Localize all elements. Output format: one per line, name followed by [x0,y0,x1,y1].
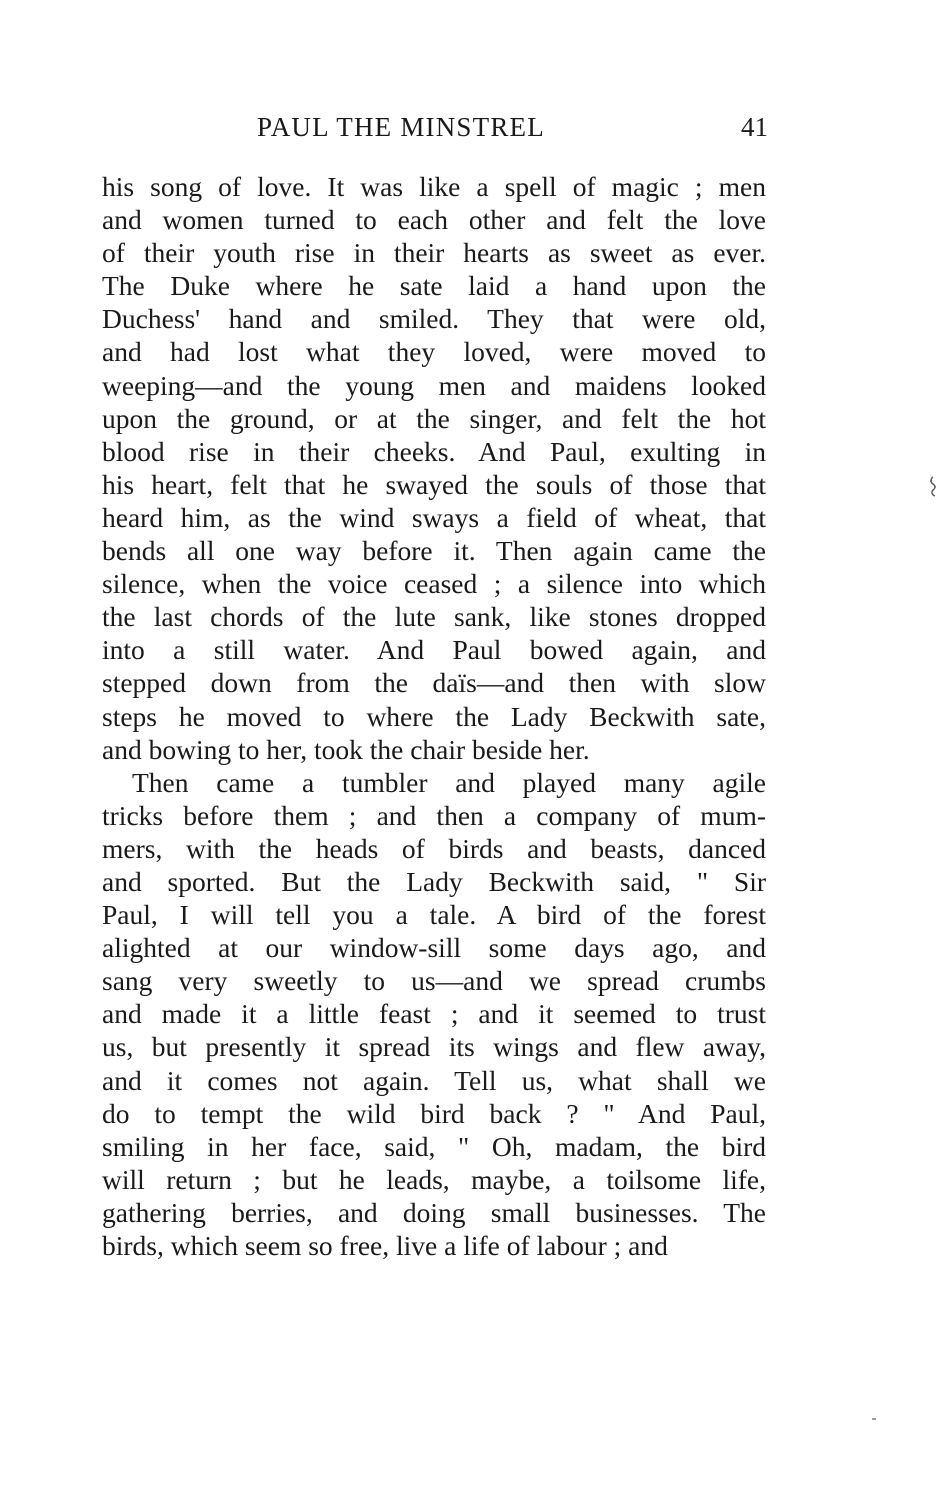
text-line: blood rise in their cheeks. And Paul, exulting in [102,435,766,467]
text-line: silence, when the voice ceased ; a silence into which [102,568,766,600]
text-line: weeping—and the young men and maidens looked [102,369,766,401]
text-line: alighted at our window-sill some days ago, and [102,932,766,964]
text-line: gathering berries, and doing small businesses. The [102,1196,766,1228]
scan-speck-mark [928,475,938,497]
scan-dot-mark [872,1418,876,1420]
text-line: bends all one way before it. Then again came the [102,535,766,567]
text-line: will return ; but he leads, maybe, a toilsome life, [102,1163,766,1195]
text-line: into a still water. And Paul bowed again, and [102,634,766,666]
text-line: smiling in her face, said, " Oh, madam, the bird [102,1130,766,1162]
text-line: stepped down from the daïs—and then with slow [102,667,766,699]
text-line: his heart, felt that he swayed the souls of those that [102,468,766,500]
text-line: tricks before them ; and then a company of mum- [102,799,766,831]
page-header [102,112,768,144]
paragraph-2 [102,766,766,1262]
text-line: and made it a little feast ; and it seemed to trust [102,998,766,1030]
text-line: sang very sweetly to us—and we spread crumbs [102,965,766,997]
text-line: upon the ground, or at the singer, and felt the hot [102,402,766,434]
text-line: do to tempt the wild bird back ? " And Paul, [102,1097,766,1129]
text-line: The Duke where he sate laid a hand upon the [102,270,766,302]
text-line: steps he moved to where the Lady Beckwith sate, [102,700,766,732]
text-line: us, but presently it spread its wings and flew away, [102,1031,766,1063]
body-text [102,170,766,1262]
text-line: and bowing to her, took the chair beside her. [102,733,590,765]
text-line: and it comes not again. Tell us, what shall we [102,1064,766,1096]
text-line: and sported. But the Lady Beckwith said, " Sir [102,865,766,897]
text-line: birds, which seem so free, live a life of labour ; and [102,1230,668,1261]
text-line: heard him, as the wind sways a field of wheat, that [102,501,766,533]
text-line: the last chords of the lute sank, like stones dropped [102,601,766,633]
text-line: his song of love. It was like a spell of magic ; men [102,171,766,202]
text-line: Paul, I will tell you a tale. A bird of the forest [102,899,766,931]
running-title: PAUL THE MINSTREL [257,112,545,142]
page-number: 41 [741,112,768,142]
text-line: Duchess' hand and smiled. They that were old, [102,303,766,335]
text-line: Then came a tumbler and played many agile [132,766,766,798]
text-line: and women turned to each other and felt the love [102,204,766,236]
text-line: mers, with the heads of birds and beasts, danced [102,832,766,864]
paragraph-1 [102,170,766,766]
text-line: and had lost what they loved, were moved to [102,336,766,368]
text-line: of their youth rise in their hearts as sweet as ever. [102,237,766,269]
